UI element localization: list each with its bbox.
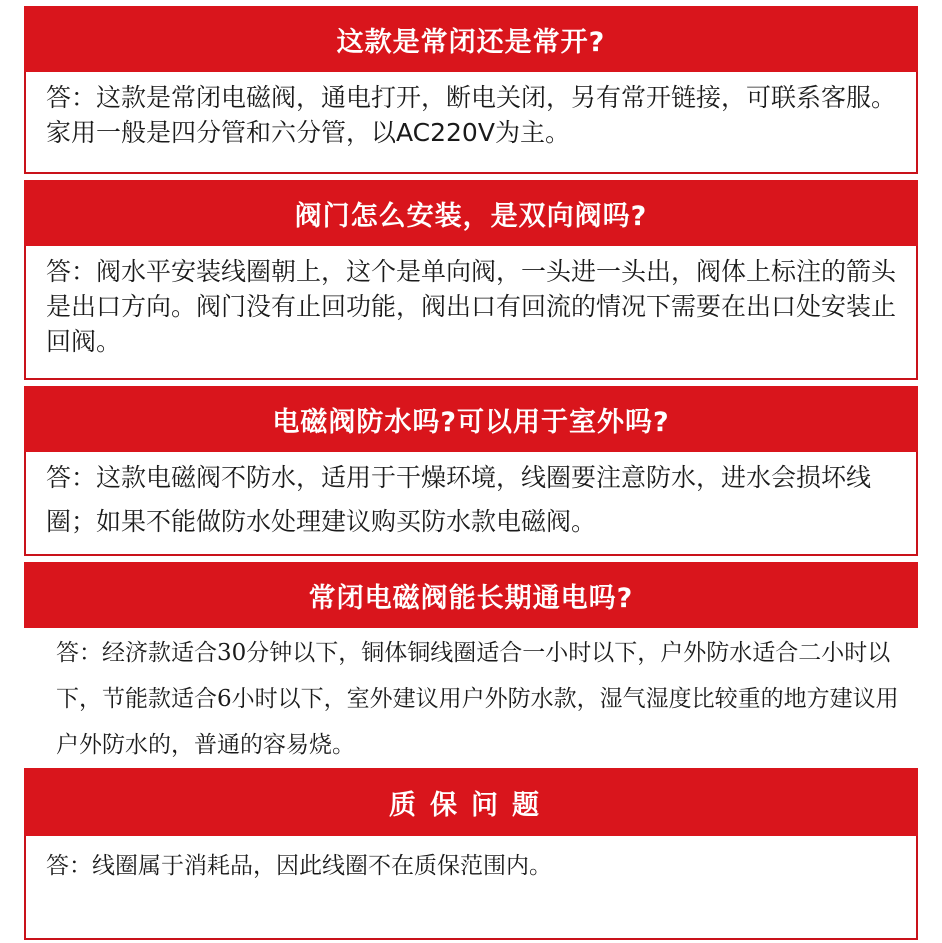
faq-answer-text-1: 答：这款是常闭电磁阀，通电打开，断电关闭，另有常开链接，可联系客服。家用一般是四分管和六分管，以AC220V为主。: [46, 83, 897, 147]
faq-question-2: [24, 180, 918, 246]
faq-question-text-5: 质保问题: [389, 789, 553, 821]
faq-answer-text-4: 答：经济款适合30分钟以下，铜体铜线圈适合一小时以下，户外防水适合二小时以下，节能款适合6小时以下，室外建议用户外防水款，湿气湿度比较重的地方建议用户外防水的，普通的容易烧。: [56, 640, 899, 758]
faq-answer-text-2: 答：阀水平安装线圈朝上，这个是单向阀，一头进一头出，阀体上标注的箭头是出口方向。阀门没有止回功能，阀出口有回流的情况下需要在出口处安装止回阀。: [46, 257, 897, 356]
faq-item-5: [24, 768, 918, 940]
faq-answer-3: [24, 452, 918, 556]
faq-item-3: [24, 386, 918, 556]
faq-question-text-1: 这款是常闭还是常开?: [336, 26, 606, 58]
faq-question-text-4: 常闭电磁阀能长期通电吗?: [308, 582, 634, 614]
faq-answer-4: [24, 628, 918, 766]
faq-question-5: [24, 768, 918, 836]
faq-answer-5: [24, 836, 918, 940]
faq-question-3: [24, 386, 918, 452]
faq-answer-text-3: 答：这款电磁阀不防水，适用于干燥环境，线圈要注意防水，进水会损坏线圈；如果不能做防水处理建议购买防水款电磁阀。: [46, 463, 872, 536]
faq-item-4: [24, 562, 918, 766]
faq-answer-2: [24, 246, 918, 380]
faq-question-1: [24, 6, 918, 72]
faq-question-text-3: 电磁阀防水吗?可以用于室外吗?: [272, 406, 670, 438]
faq-answer-text-5: 答：线圈属于消耗品，因此线圈不在质保范围内。: [46, 853, 552, 879]
faq-item-2: [24, 180, 918, 380]
faq-question-4: [24, 562, 918, 628]
faq-answer-1: [24, 72, 918, 174]
faq-item-1: [24, 6, 918, 174]
faq-question-text-2: 阀门怎么安装，是双向阀吗?: [294, 200, 648, 232]
